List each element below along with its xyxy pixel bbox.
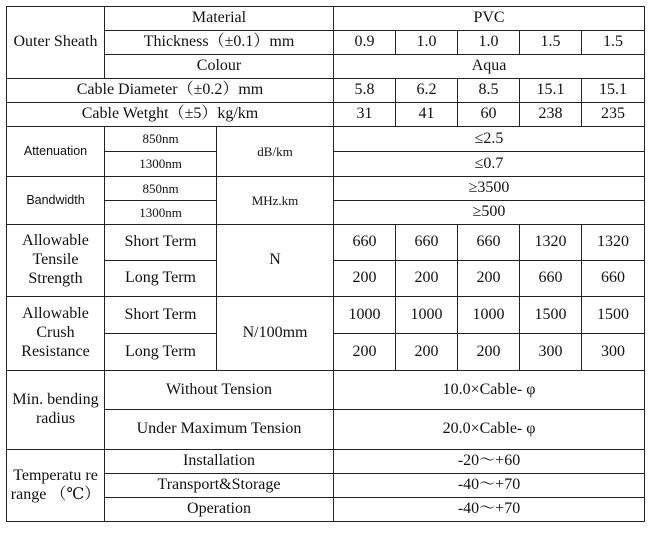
attenuation-unit: dB/km [217, 127, 334, 177]
row-cable-diameter [7, 79, 645, 103]
temperature-condition: Transport&Storage [105, 474, 334, 498]
attenuation-wavelength: 1300nm [105, 152, 217, 177]
tensile-value: 200 [396, 261, 458, 297]
outer-sheath-label: Outer Sheath [7, 7, 105, 79]
crush-value: 300 [520, 334, 582, 371]
tensile-value: 660 [582, 261, 645, 297]
tensile-value: 200 [334, 261, 396, 297]
row-temp-installation [7, 450, 645, 474]
tensile-unit: N [217, 225, 334, 297]
cable-weight-value: 41 [396, 103, 458, 127]
thickness-value: 1.5 [520, 31, 582, 55]
row-bandwidth-850 [7, 177, 645, 201]
crush-value: 200 [458, 334, 520, 371]
attenuation-value: ≤0.7 [334, 152, 645, 177]
thickness-value: 1.5 [582, 31, 645, 55]
bandwidth-label: Bandwidth [7, 177, 105, 225]
crush-value: 1000 [458, 297, 520, 334]
temperature-value: -40～+70 [334, 498, 645, 522]
temperature-condition: Operation [105, 498, 334, 522]
bandwidth-value: ≥500 [334, 201, 645, 225]
bending-value: 20.0×Cable- φ [334, 410, 645, 450]
attenuation-value: ≤2.5 [334, 127, 645, 152]
cable-weight-label: Cable Wetght（±5）kg/km [7, 103, 334, 127]
bandwidth-wavelength: 1300nm [105, 201, 217, 225]
cable-diameter-value: 8.5 [458, 79, 520, 103]
crush-term: Long Term [105, 334, 217, 371]
cable-diameter-value: 6.2 [396, 79, 458, 103]
crush-value: 1500 [520, 297, 582, 334]
thickness-value: 0.9 [334, 31, 396, 55]
row-attenuation-850 [7, 127, 645, 152]
bandwidth-unit: MHz.km [217, 177, 334, 225]
attenuation-label: Attenuation [7, 127, 105, 177]
temperature-condition: Installation [105, 450, 334, 474]
material-label: Material [105, 7, 334, 31]
cable-spec-table [6, 6, 645, 522]
temperature-value: -40～+70 [334, 474, 645, 498]
crush-value: 1000 [334, 297, 396, 334]
tensile-value: 660 [458, 225, 520, 261]
tensile-term: Long Term [105, 261, 217, 297]
bending-value: 10.0×Cable- φ [334, 371, 645, 410]
cable-diameter-value: 5.8 [334, 79, 396, 103]
bandwidth-value: ≥3500 [334, 177, 645, 201]
cable-weight-value: 235 [582, 103, 645, 127]
crush-value: 200 [334, 334, 396, 371]
row-bending-without-tension [7, 371, 645, 410]
thickness-value: 1.0 [396, 31, 458, 55]
crush-value: 1500 [582, 297, 645, 334]
tensile-value: 1320 [582, 225, 645, 261]
crush-value: 200 [396, 334, 458, 371]
row-crush-short [7, 297, 645, 334]
row-tensile-short [7, 225, 645, 261]
colour-label: Colour [105, 55, 334, 79]
material-value: PVC [334, 7, 645, 31]
spec-table-container [6, 6, 645, 522]
bending-condition: Under Maximum Tension [105, 410, 334, 450]
cable-diameter-label: Cable Diameter（±0.2）mm [7, 79, 334, 103]
row-cable-weight [7, 103, 645, 127]
crush-label: Allowable Crush Resistance [7, 297, 105, 371]
crush-value: 300 [582, 334, 645, 371]
temperature-value: -20～+60 [334, 450, 645, 474]
bending-label: Min. bending radius [7, 371, 105, 450]
bandwidth-wavelength: 850nm [105, 177, 217, 201]
cable-diameter-value: 15.1 [520, 79, 582, 103]
tensile-label: Allowable Tensile Strength [7, 225, 105, 297]
bending-condition: Without Tension [105, 371, 334, 410]
tensile-value: 1320 [520, 225, 582, 261]
tensile-value: 660 [334, 225, 396, 261]
crush-value: 1000 [396, 297, 458, 334]
tensile-value: 660 [396, 225, 458, 261]
colour-value: Aqua [334, 55, 645, 79]
tensile-term: Short Term [105, 225, 217, 261]
crush-term: Short Term [105, 297, 217, 334]
thickness-label: Thickness（±0.1）mm [105, 31, 334, 55]
cable-weight-value: 238 [520, 103, 582, 127]
tensile-value: 200 [458, 261, 520, 297]
temperature-label: Temperatu re range （℃） [7, 450, 105, 522]
cable-weight-value: 60 [458, 103, 520, 127]
row-material [7, 7, 645, 31]
cable-diameter-value: 15.1 [582, 79, 645, 103]
thickness-value: 1.0 [458, 31, 520, 55]
tensile-value: 660 [520, 261, 582, 297]
attenuation-wavelength: 850nm [105, 127, 217, 152]
crush-unit: N/100mm [217, 297, 334, 371]
cable-weight-value: 31 [334, 103, 396, 127]
